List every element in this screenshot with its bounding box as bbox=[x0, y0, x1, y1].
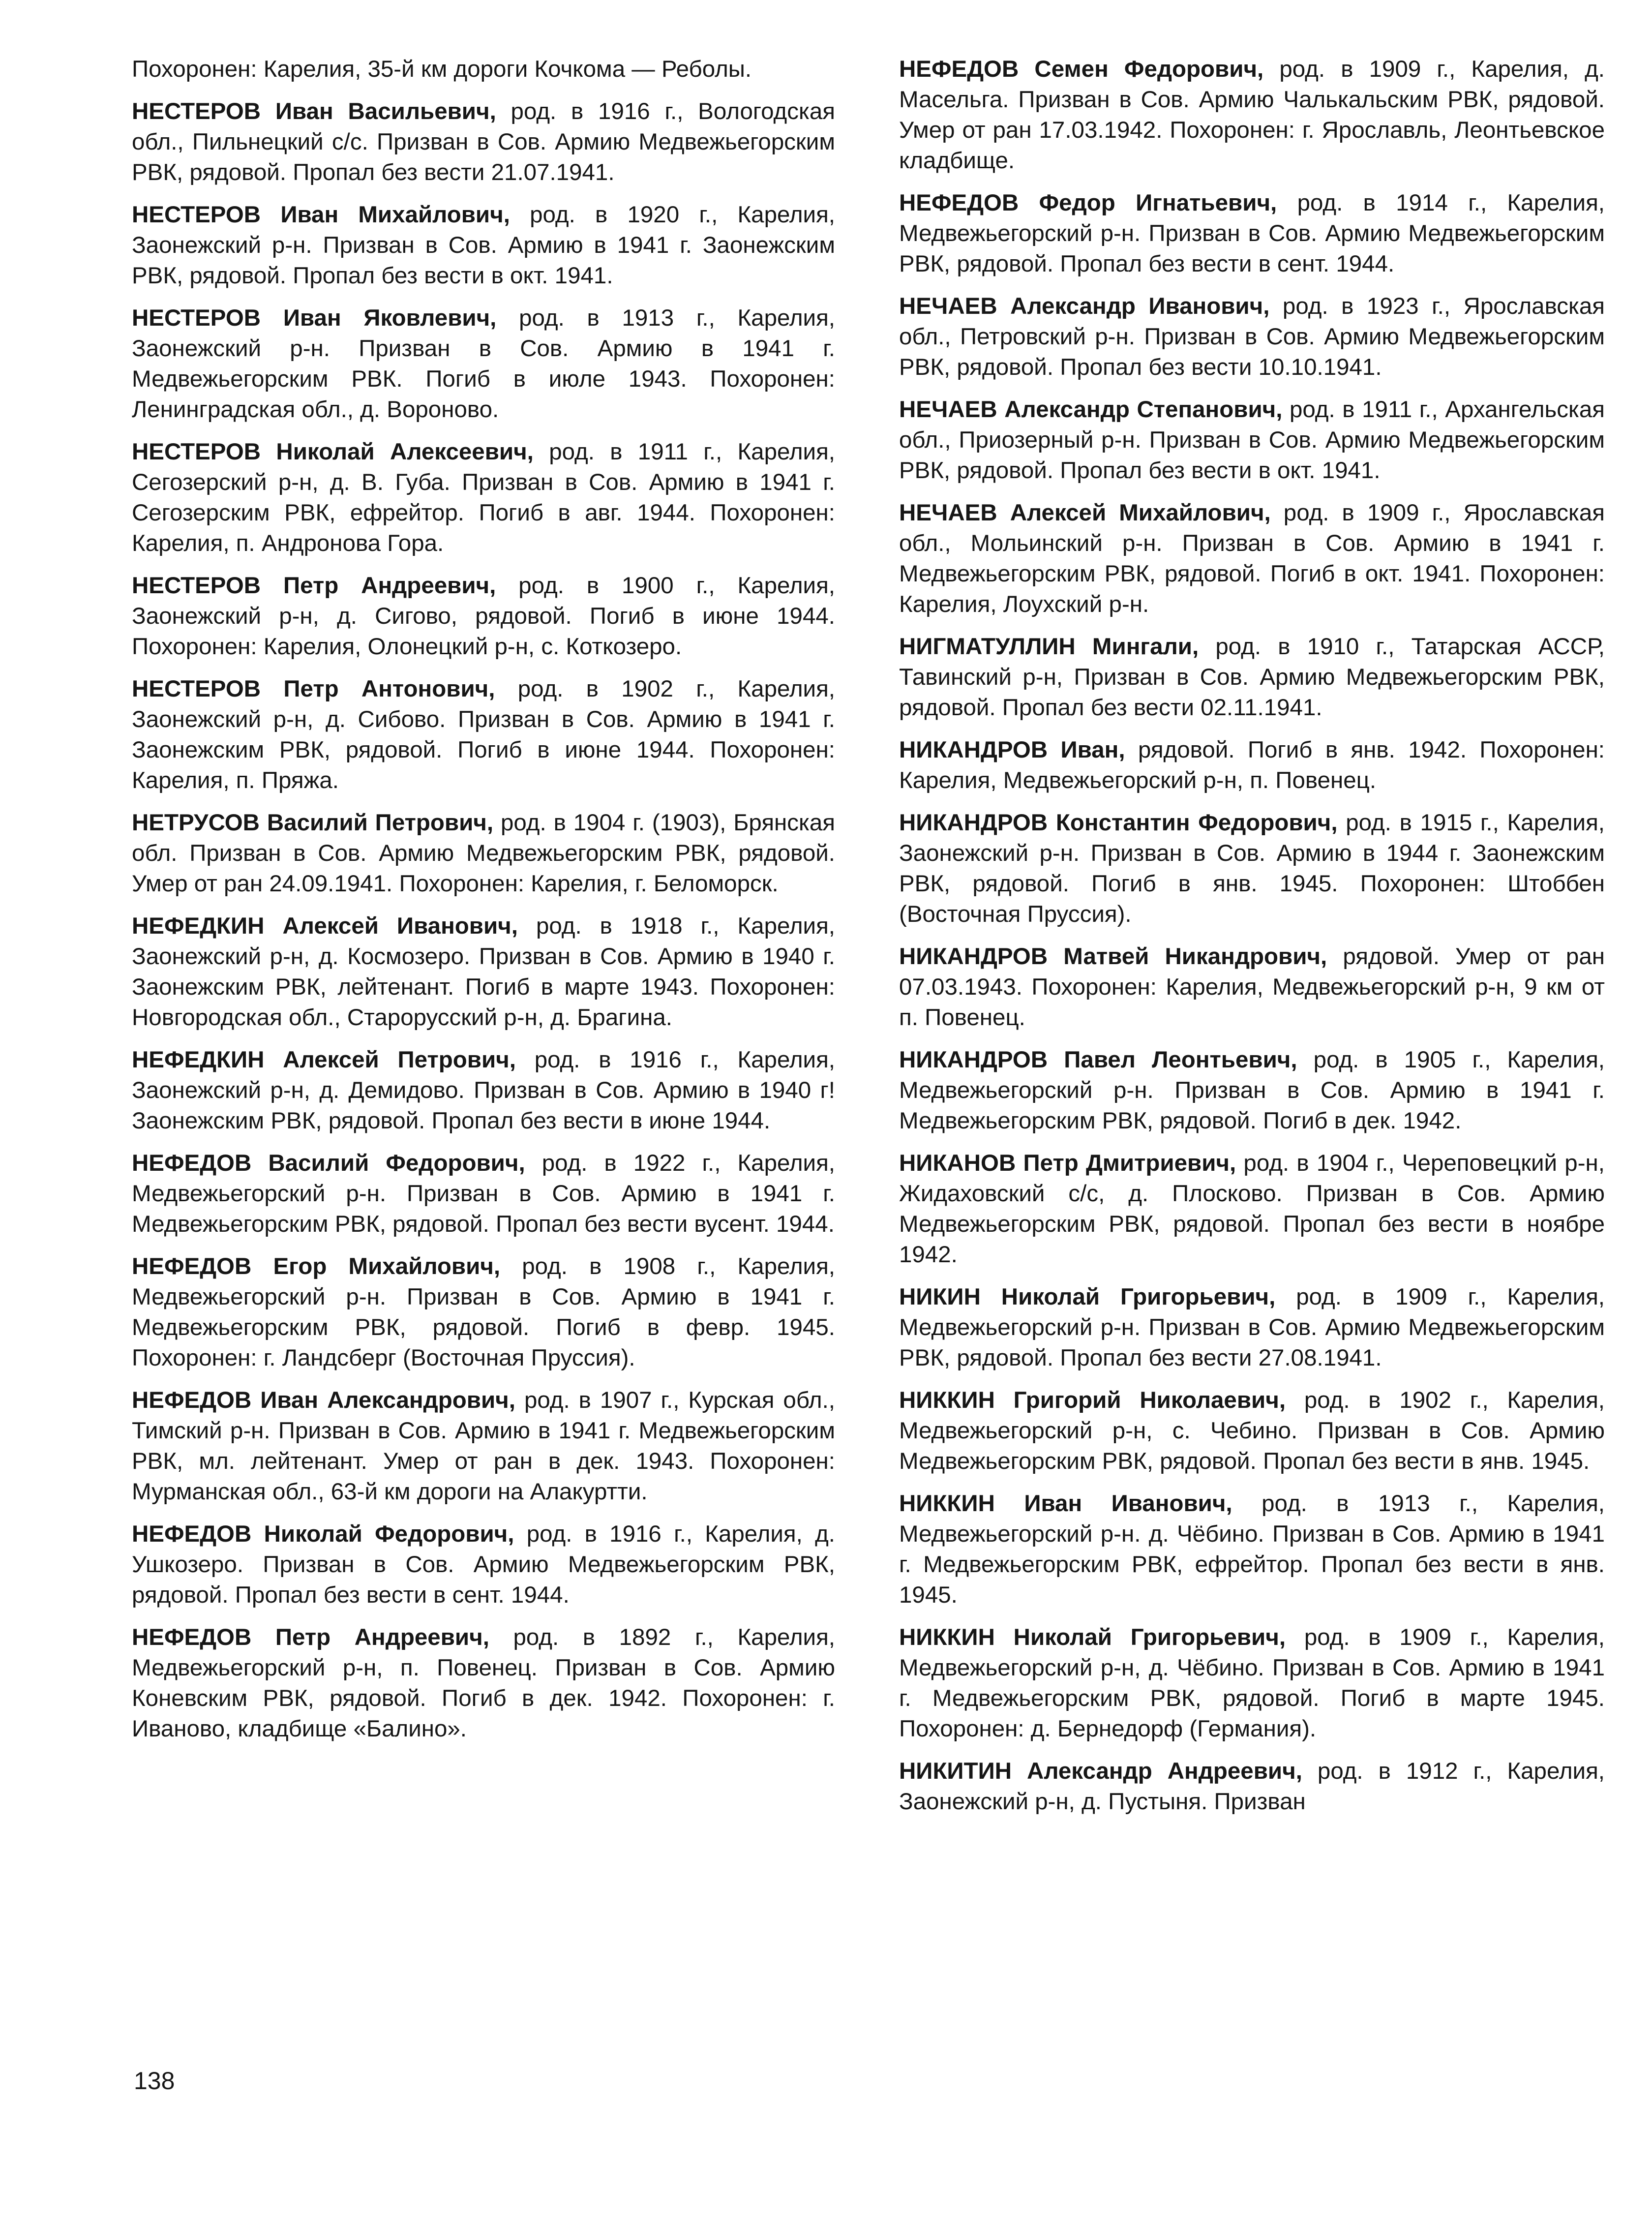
entry-name: НЕСТЕРОВ Иван Васильевич, bbox=[132, 98, 496, 124]
entry-name: НЕСТЕРОВ Николай Алексеевич, bbox=[132, 439, 534, 465]
entry-name: НИККИН Григорий Николаевич, bbox=[899, 1387, 1286, 1413]
entry bbox=[132, 1251, 835, 1373]
entry bbox=[132, 1148, 835, 1240]
entry-text: род. в 1902 г., Карелия, Заонежский р-н, д. Сибово. Призван в Сов. Армию в 1941 г. Заонежским РВК, рядовой. Погиб в июне 1944. Похоронен: Карелия, п. Пряжа. bbox=[132, 676, 835, 793]
entry-text: род. в 1913 г., Карелия, Медвежьегорский р-н. д. Чёбино. Призван в Сов. Армию в 1941 г. Медвежьегорским РВК, ефрейтор. Пропал без вести в янв. 1945. bbox=[899, 1490, 1605, 1608]
left-column bbox=[132, 54, 835, 1756]
entry-text: род. в 1892 г., Карелия, Медвежьегорский р-н, п. Повенец. Призван в Сов. Армию Коневским РВК, рядовой. Погиб в дек. 1942. Похоронен: г. Иваново, кладбище «Балино». bbox=[132, 1624, 835, 1742]
entry-text: род. в 1905 г., Карелия, Медвежьегорский р-н. Призван в Сов. Армию в 1941 г. Медвежьегорским РВК, рядовой. Погиб в дек. 1942. bbox=[899, 1047, 1605, 1134]
entry bbox=[899, 1622, 1605, 1744]
entry-text: род. в 1918 г., Карелия, Заонежский р-н, д. Космозеро. Призван в Сов. Армию в 1940 г. Заонежским РВК, лейтенант. Погиб в марте 1943. Похоронен: Новгородская обл., Старорусский р-н, д. Брагина. bbox=[132, 913, 835, 1031]
entry bbox=[899, 291, 1605, 383]
entry-name: НИКАНОВ Петр Дмитриевич, bbox=[899, 1150, 1236, 1176]
entry-name: НИККИН Николай Григорьевич, bbox=[899, 1624, 1286, 1650]
entry bbox=[899, 1489, 1605, 1611]
entry-text: род. в 1910 г., Татарская АССР, Тавинский р-н, Призван в Сов. Армию Медвежьегорским РВК, рядовой. Пропал без вести 02.11.1941. bbox=[899, 634, 1605, 721]
entry-name: НЕЧАЕВ Александр Степанович, bbox=[899, 396, 1283, 423]
entry-text: рядовой. Погиб в янв. 1942. Похоронен: Карелия, Медвежьегорский р-н, п. Повенец. bbox=[899, 737, 1605, 793]
entry bbox=[899, 632, 1605, 723]
entry-text: род. в 1904 г. (1903), Брянская обл. Призван в Сов. Армию Медвежьегорским РВК, рядовой. Умер от ран 24.09.1941. Похоронен: Карелия, г. Беломорск. bbox=[132, 810, 835, 897]
entry bbox=[132, 437, 835, 559]
entry-text: род. в 1915 г., Карелия, Заонежский р-н. Призван в Сов. Армию в 1944 г. Заонежским РВК, рядовой. Погиб в янв. 1945. Похоронен: Штоббен (Восточная Пруссия). bbox=[899, 810, 1605, 927]
entry-text: род. в 1916 г., Карелия, Заонежский р-н, д. Демидово. Призван в Сов. Армию в 1940 г! Заонежским РВК, рядовой. Пропал без вести в июне 1944. bbox=[132, 1047, 835, 1134]
entry-name: НЕФЕДОВ Петр Андреевич, bbox=[132, 1624, 489, 1650]
entry bbox=[899, 1385, 1605, 1477]
entry bbox=[132, 1045, 835, 1136]
entry bbox=[899, 735, 1605, 796]
entry-name: НЕФЕДОВ Егор Михайлович, bbox=[132, 1253, 501, 1279]
entry bbox=[899, 808, 1605, 930]
entry-name: НИКАНДРОВ Иван, bbox=[899, 737, 1125, 763]
entry-name: НИКАНДРОВ Павел Леонтьевич, bbox=[899, 1047, 1297, 1073]
entry bbox=[899, 1282, 1605, 1373]
entry bbox=[899, 498, 1605, 620]
entry-text: род. в 1909 г., Карелия, Медвежьегорский р-н. Призван в Сов. Армию Медвежьегорским РВК, рядовой. Пропал без вести 27.08.1941. bbox=[899, 1284, 1605, 1371]
entry-text: род. в 1911 г., Карелия, Сегозерский р-н, д. В. Губа. Призван в Сов. Армию в 1941 г. Сегозерским РВК, ефрейтор. Погиб в авг. 1944. Похоронен: Карелия, п. Андронова Гора. bbox=[132, 439, 835, 556]
entry-text: род. в 1916 г., Карелия, д. Ушкозеро. Призван в Сов. Армию Медвежьегорским РВК, рядовой. Пропал без вести в сент. 1944. bbox=[132, 1521, 835, 1608]
entry-name: НИКИТИН Александр Андреевич, bbox=[899, 1758, 1302, 1784]
entry bbox=[132, 1519, 835, 1611]
entry-text: род. в 1902 г., Карелия, Медвежьегорский р-н, с. Чебино. Призван в Сов. Армию Медвежьегорским РВК, рядовой. Пропал без вести в янв. 1945. bbox=[899, 1387, 1605, 1474]
entry-name: НИКАНДРОВ Константин Федорович, bbox=[899, 810, 1338, 836]
entry-name: НЕСТЕРОВ Иван Яковлевич, bbox=[132, 305, 497, 331]
entry bbox=[132, 808, 835, 899]
entry-text: Похоронен: Карелия, 35-й км дороги Кочкома — Реболы. bbox=[132, 56, 752, 82]
entry-name: НЕСТЕРОВ Иван Михайлович, bbox=[132, 202, 510, 228]
entry-name: НИККИН Иван Иванович, bbox=[899, 1490, 1232, 1517]
entry bbox=[899, 1756, 1605, 1817]
entry-text: род. в 1904 г., Череповецкий р-н, Жидаховский с/с, д. Плосково. Призван в Сов. Армию Медвежьегорским РВК, рядовой. Пропал без вести в ноябре 1942. bbox=[899, 1150, 1605, 1268]
entry bbox=[132, 1622, 835, 1744]
entry-name: НИКАНДРОВ Матвей Никандрович, bbox=[899, 943, 1327, 970]
entry-text: род. в 1912 г., Карелия, Заонежский р-н, д. Пустыня. Призван bbox=[899, 1758, 1605, 1815]
entry-name: НЕТРУСОВ Василий Петрович, bbox=[132, 810, 494, 836]
entry-text: род. в 1920 г., Карелия, Заонежский р-н. Призван в Сов. Армию в 1941 г. Заонежским РВК, рядовой. Пропал без вести в окт. 1941. bbox=[132, 202, 835, 289]
entry-name: НЕФЕДОВ Федор Игнатьевич, bbox=[899, 190, 1277, 216]
page-number: 138 bbox=[134, 2067, 175, 2095]
entry bbox=[899, 54, 1605, 176]
entry bbox=[899, 1045, 1605, 1136]
entry-text: род. в 1911 г., Архангельская обл., Приозерный р-н. Призван в Сов. Армию Медвежьегорским РВК, рядовой. Пропал без вести в окт. 1941. bbox=[899, 396, 1605, 484]
entry bbox=[132, 911, 835, 1033]
entry-text: род. в 1909 г., Карелия, д. Масельга. Призван в Сов. Армию Чалькальским РВК, рядовой. Умер от ран 17.03.1942. Похоронен: г. Ярославль, Леонтьевское кладбище. bbox=[899, 56, 1605, 174]
entry-text: род. в 1913 г., Карелия, Заонежский р-н. Призван в Сов. Армию в 1941 г. Медвежьегорским РВК. Погиб в июле 1943. Похоронен: Ленинградская обл., д. Вороново. bbox=[132, 305, 836, 423]
entry-text: род. в 1914 г., Карелия, Медвежьегорский р-н. Призван в Сов. Армию Медвежьегорским РВК, рядовой. Пропал без вести в сент. 1944. bbox=[899, 190, 1605, 277]
entry-name: НЕЧАЕВ Алексей Михайлович, bbox=[899, 500, 1271, 526]
entry-name: НЕСТЕРОВ Петр Антонович, bbox=[132, 676, 495, 702]
entry-text: род. в 1916 г., Вологодская обл., Пильнецкий с/с. Призван в Сов. Армию Медвежьегорским РВК, рядовой. Пропал без вести 21.07.1941. bbox=[132, 98, 835, 185]
entry-name: НЕФЕДОВ Семен Федорович, bbox=[899, 56, 1264, 82]
entry bbox=[132, 96, 835, 188]
right-column bbox=[899, 54, 1605, 1829]
entry-continuation bbox=[132, 54, 835, 85]
entry-text: род. в 1922 г., Карелия, Медвежьегорский р-н. Призван в Сов. Армию в 1941 г. Медвежьегорским РВК, рядовой. Пропал без вести вусент. 1944. bbox=[132, 1150, 836, 1237]
entry bbox=[899, 188, 1605, 279]
entry-text: род. в 1907 г., Курская обл., Тимский р-н. Призван в Сов. Армию в 1941 г. Медвежьегорским РВК, мл. лейтенант. Умер от ран в дек. 1943. Похоронен: Мурманская обл., 63-й км дороги на Алакуртти. bbox=[132, 1387, 836, 1505]
entry-name: НИКИН Николай Григорьевич, bbox=[899, 1284, 1276, 1310]
entry-text: род. в 1908 г., Карелия, Медвежьегорский р-н. Призван в Сов. Армию в 1941 г. Медвежьегорским РВК, рядовой. Погиб в февр. 1945. Похоронен: г. Ландсберг (Восточная Пруссия). bbox=[132, 1253, 836, 1371]
entry-name: НЕФЕДКИН Алексей Петрович, bbox=[132, 1047, 516, 1073]
entry bbox=[899, 942, 1605, 1033]
entry-name: НЕЧАЕВ Александр Иванович, bbox=[899, 293, 1270, 319]
entry-name: НЕФЕДОВ Николай Федорович, bbox=[132, 1521, 514, 1547]
entry-name: НЕФЕДОВ Иван Александрович, bbox=[132, 1387, 515, 1413]
entry bbox=[132, 303, 835, 425]
entry-name: НЕСТЕРОВ Петр Андреевич, bbox=[132, 573, 496, 599]
entry bbox=[132, 200, 835, 291]
entry-text: род. в 1909 г., Ярославская обл., Мольинский р-н. Призван в Сов. Армию в 1941 г. Медвежьегорским РВК, рядовой. Погиб в окт. 1941. Похоронен: Карелия, Лоухский р-н. bbox=[899, 500, 1605, 617]
entry-text: род. в 1900 г., Карелия, Заонежский р-н, д. Сигово, рядовой. Погиб в июне 1944. Похоронен: Карелия, Олонецкий р-н, с. Коткозеро. bbox=[132, 573, 835, 660]
entry bbox=[132, 571, 835, 662]
entry bbox=[899, 1148, 1605, 1270]
entry-name: НЕФЕДКИН Алексей Иванович, bbox=[132, 913, 518, 939]
entry-text: рядовой. Умер от ран 07.03.1943. Похоронен: Карелия, Медвежьегорский р-н, 9 км от п. Повенец. bbox=[899, 943, 1605, 1031]
entry bbox=[899, 395, 1605, 486]
entry bbox=[132, 1385, 835, 1507]
entry-text: род. в 1923 г., Ярославская обл., Петровский р-н. Призван в Сов. Армию Медвежьегорским РВК, рядовой. Пропал без вести 10.10.1941. bbox=[899, 293, 1605, 380]
entry-name: НЕФЕДОВ Василий Федорович, bbox=[132, 1150, 525, 1176]
entry-text: род. в 1909 г., Карелия, Медвежьегорский р-н, д. Чёбино. Призван в Сов. Армию в 1941 г. Медвежьегорским РВК, рядовой. Погиб в марте 1945. Похоронен: д. Бернедорф (Германия). bbox=[899, 1624, 1605, 1742]
entry bbox=[132, 674, 835, 796]
entry-name: НИГМАТУЛЛИН Мингали, bbox=[899, 634, 1199, 660]
